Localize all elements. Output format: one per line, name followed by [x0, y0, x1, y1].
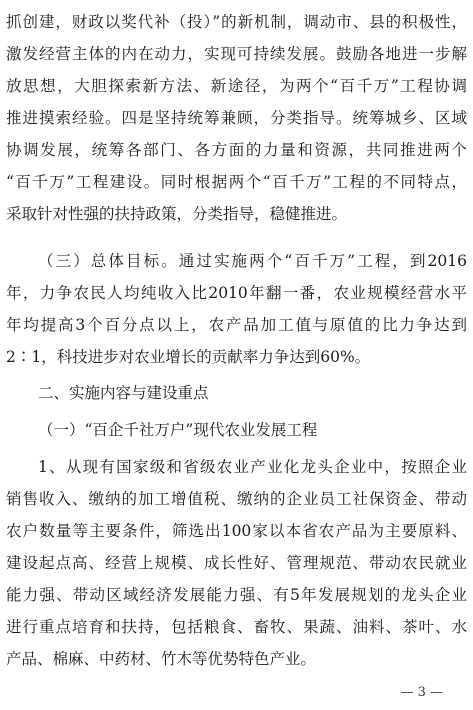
paragraph-line: 年，力争农民人均纯收入比2010年翻一番，农业规模经营水平 [6, 284, 467, 302]
paragraph-line: 1、从现有国家级和省级农业产业化龙头企业中，按照企业 [38, 458, 467, 476]
paragraph-line: 放思想，大胆探索新方法、新途径，为两个“百千万”工程协调 [6, 77, 467, 95]
page-number: — 3 — [400, 685, 443, 700]
paragraph-line: 采取针对性强的扶持政策，分类指导，稳健推进。 [6, 205, 348, 223]
paragraph-line: 推进摸索经验。四是坚持统筹兼顾，分类指导。统筹城乡、区域 [6, 109, 467, 127]
paragraph-line: 抓创建，财政以奖代补（投）”的新机制，调动市、县的积极性， [6, 13, 467, 31]
paragraph-line: “百千万”工程建设。同时根据两个“百千万”工程的不同特点， [6, 173, 467, 191]
paragraph-line: 进行重点培育和扶持，包括粮食、畜牧、果蔬、油料、茶叶、水 [6, 618, 467, 636]
paragraph-line: （三）总体目标。通过实施两个“百千万”工程，到2016 [38, 252, 467, 270]
paragraph-line: 年均提高3个百分点以上，农产品加工值与原值的比力争达到 [6, 316, 467, 334]
paragraph-line: 激发经营主体的内在动力，实现可持续发展。鼓励各地进一步解 [6, 45, 467, 63]
section-heading: 二、实施内容与建设重点 [38, 384, 209, 402]
paragraph-line: 2∶1，科技进步对农业增长的贡献率力争达到60%。 [6, 348, 371, 366]
paragraph-line: 销售收入、缴纳的加工增值税、缴纳的企业员工社保资金、带动 [6, 490, 467, 508]
paragraph-line: 产品、棉麻、中药材、竹木等优势特色产业。 [6, 650, 317, 668]
paragraph-line: 建设起点高、经营上规模、成长性好、管理规范、带动农民就业 [6, 554, 467, 572]
paragraph-line: 农户数量等主要条件，筛选出100家以本省农产品为主要原料、 [6, 522, 467, 540]
paragraph-line: 协调发展，统筹各部门、各方面的力量和资源，共同推进两个 [6, 141, 467, 159]
paragraph-line: 能力强、带动区域经济发展能力强、有5年发展规划的龙头企业 [6, 586, 467, 604]
subsection-heading: （一）“百企千社万户”现代农业发展工程 [38, 421, 318, 439]
